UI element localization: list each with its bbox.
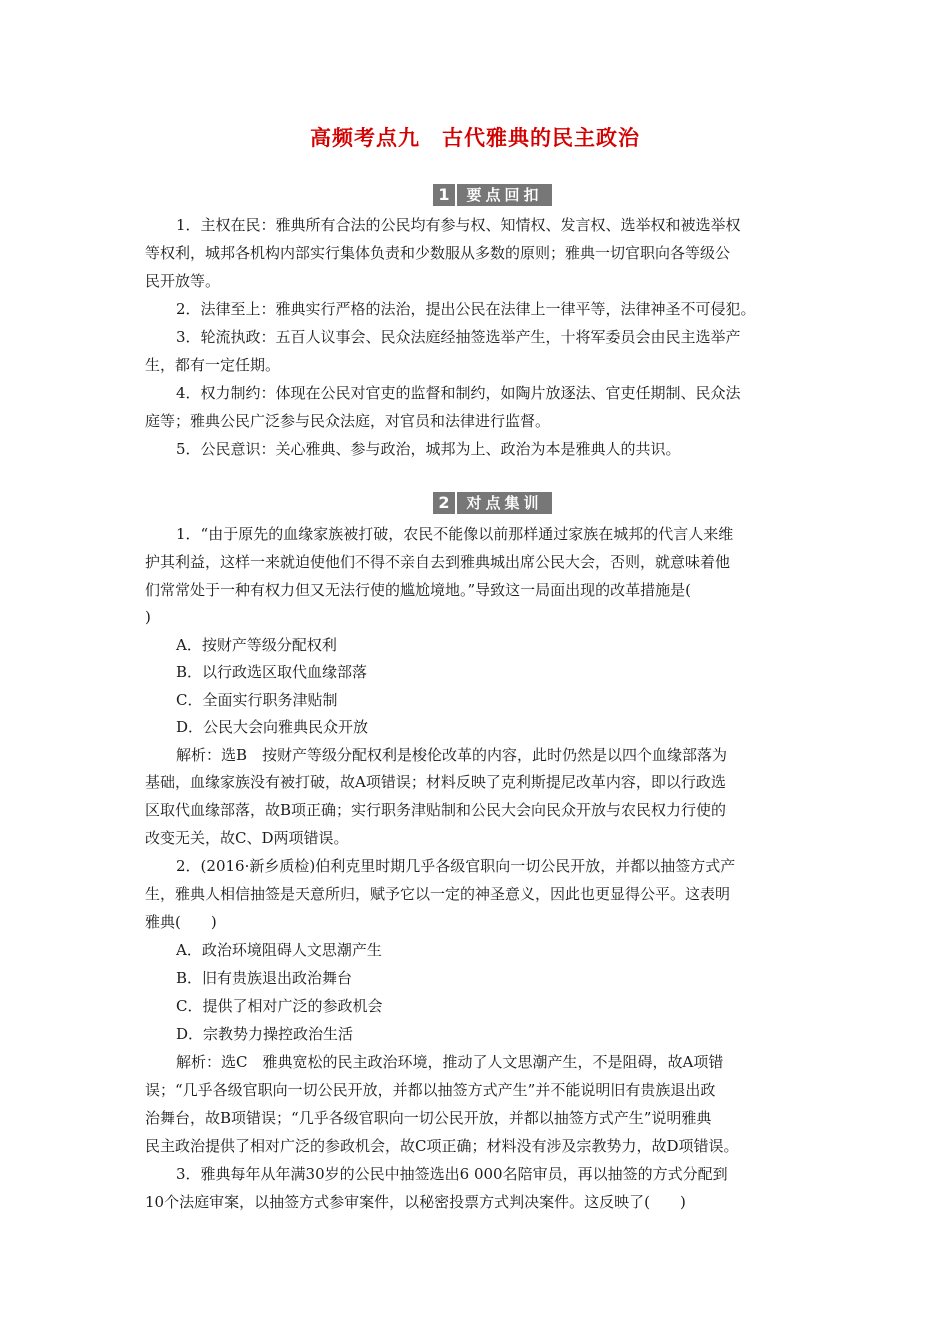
section-label: 对点集训 [457,492,552,514]
analysis-line: 治舞台，故B项错误；“几乎各级官职向一切公民开放，并都以抽签方式产生”说明雅典 [145,1109,712,1127]
option-b: B．以行政选区取代血缘部落 [176,663,368,681]
analysis-line: 误；“几乎各级官职向一切公民开放，并都以抽签方式产生”并不能说明旧有贵族退出政 [145,1081,716,1099]
point-line: 2．法律至上：雅典实行严格的法治，提出公民在法律上一律平等，法律神圣不可侵犯。 [176,300,756,318]
point-line: 3．轮流执政：五百人议事会、民众法庭经抽签选举产生，十将军委员会由民主选举产 [176,328,741,346]
analysis-line: 基础，血缘家族没有被打破，故A项错误；材料反映了克利斯提尼改革内容，即以行政选 [145,773,726,791]
option-b: B．旧有贵族退出政治舞台 [176,969,353,987]
point-line: 5．公民意识：关心雅典、参与政治，城邦为上、政治为本是雅典人的共识。 [176,440,681,458]
analysis-line: 解析：选C 雅典宽松的民主政治环境，推动了人文思潮产生，不是阻碍，故A项错 [176,1053,724,1071]
question-stem-line: 们常常处于一种有权力但又无法行使的尴尬境地。”导致这一局面出现的改革措施是( [145,581,692,599]
question-stem-line: 3．雅典每年从年满30岁的公民中抽签选出6 000名陪审员，再以抽签的方式分配到 [176,1165,728,1183]
option-c: C．提供了相对广泛的参政机会 [176,997,383,1015]
section-label: 要点回扣 [457,184,552,206]
question-stem-line: ) [145,608,151,626]
section-header-review [433,184,552,206]
point-line: 1．主权在民：雅典所有合法的公民均有参与权、知情权、发言权、选举权和被选举权 [176,216,741,234]
section-number: 2 [433,492,455,514]
option-d: D．宗教势力操控政治生活 [176,1025,354,1043]
analysis-line: 解析：选B 按财产等级分配权利是梭伦改革的内容，此时仍然是以四个血缘部落为 [176,746,728,764]
section-header-practice [433,492,552,514]
analysis-line: 民主政治提供了相对广泛的参政机会，故C项正确；材料没有涉及宗教势力，故D项错误。 [145,1137,739,1155]
point-line: 等权利，城邦各机构内部实行集体负责和少数服从多数的原则；雅典一切官职向各等级公 [145,244,731,262]
page-title: 高频考点九 古代雅典的民主政治 [310,126,640,150]
option-a: A．政治环境阻碍人文思潮产生 [176,941,382,959]
section-number: 1 [433,184,455,206]
option-d: D．公民大会向雅典民众开放 [176,718,369,736]
option-a: A．按财产等级分配权利 [176,636,337,654]
question-stem-line: 2．(2016·新乡质检)伯利克里时期几乎各级官职向一切公民开放，并都以抽签方式产 [176,857,736,875]
option-c: C．全面实行职务津贴制 [176,691,338,709]
point-line: 庭等；雅典公民广泛参与民众法庭，对官员和法律进行监督。 [145,412,551,430]
question-stem-line: 10个法庭审案，以抽签方式参审案件，以秘密投票方式判决案件。这反映了( ) [145,1193,686,1211]
point-line: 民开放等。 [145,272,221,290]
question-stem-line: 雅典( ) [145,913,217,931]
analysis-line: 改变无关，故C、D两项错误。 [145,829,349,847]
question-stem-line: 1．“由于原先的血缘家族被打破，农民不能像以前那样通过家族在城邦的代言人来维 [176,525,734,543]
point-line: 4．权力制约：体现在公民对官吏的监督和制约，如陶片放逐法、官吏任期制、民众法 [176,384,741,402]
question-stem-line: 生，雅典人相信抽签是天意所归，赋予它以一定的神圣意义，因此也更显得公平。这表明 [145,885,731,903]
point-line: 生，都有一定任期。 [145,356,281,374]
analysis-line: 区取代血缘部落，故B项正确；实行职务津贴制和公民大会向民众开放与农民权力行使的 [145,801,727,819]
question-stem-line: 护其利益，这样一来就迫使他们不得不亲自去到雅典城出席公民大会，否则，就意味着他 [145,553,731,571]
